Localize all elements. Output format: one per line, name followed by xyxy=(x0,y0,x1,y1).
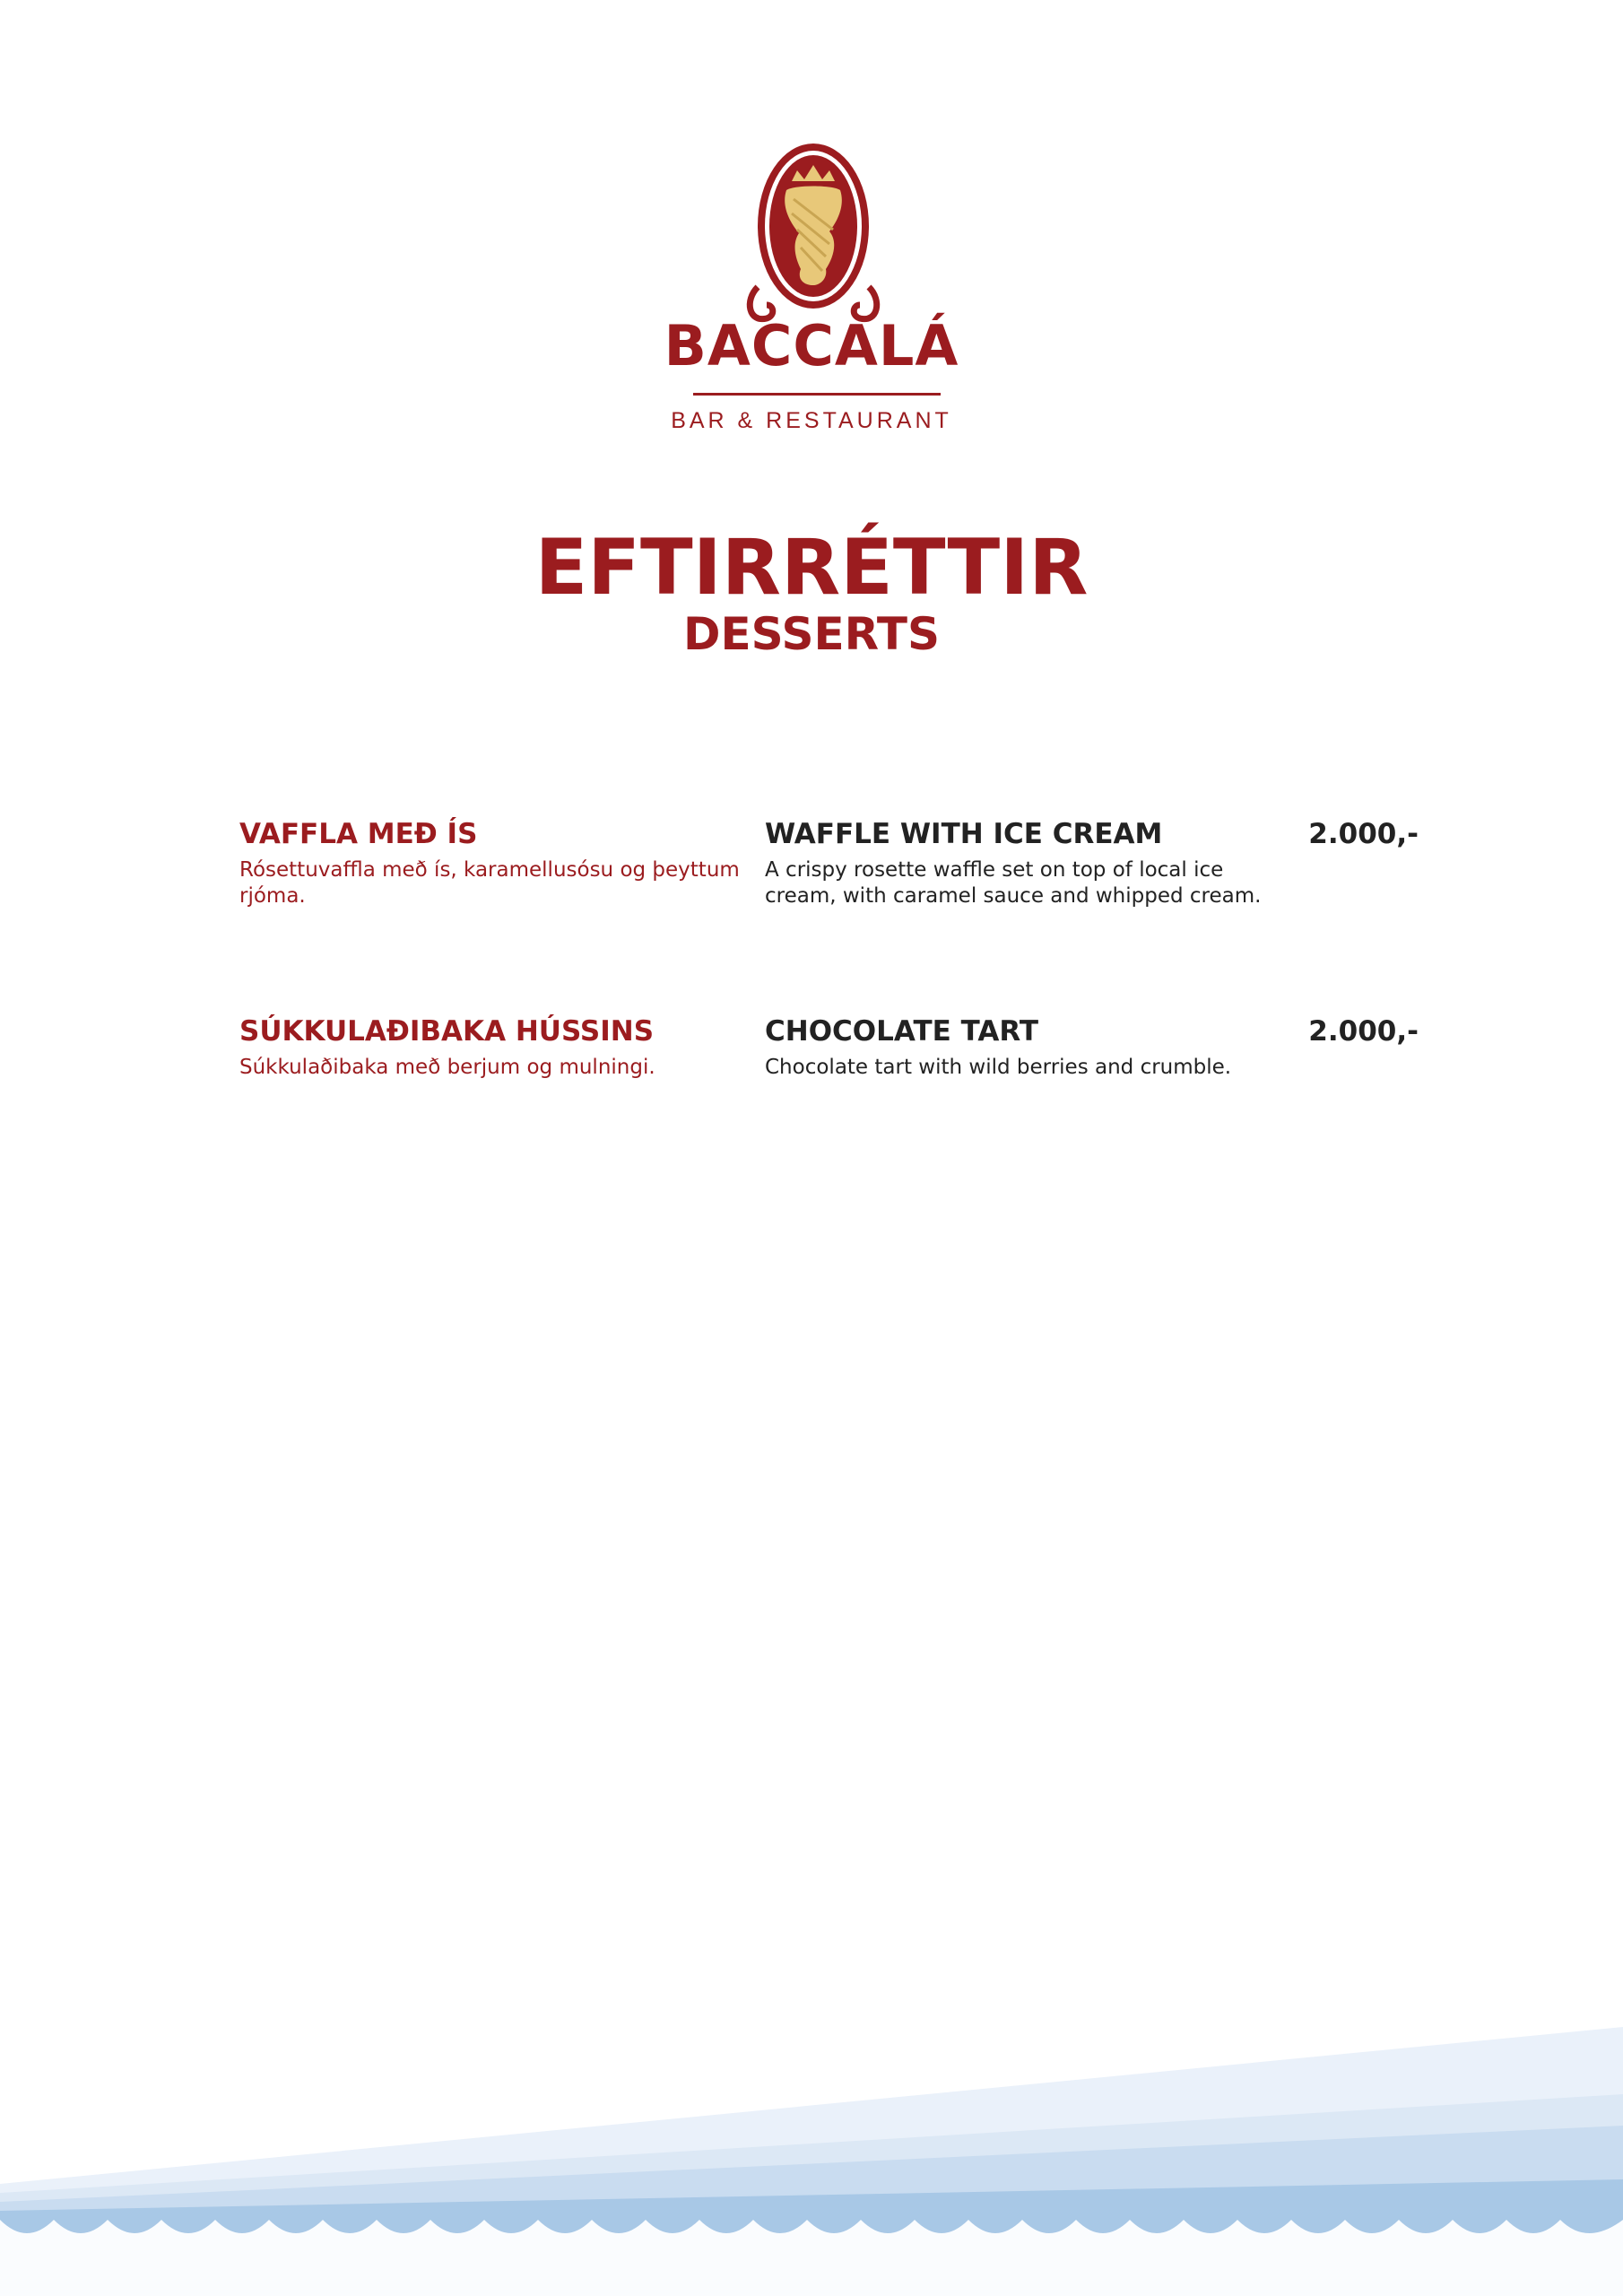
brand-divider xyxy=(693,393,941,396)
page-title-icelandic: EFTIRRÉTTIR xyxy=(534,523,1089,613)
item-price: 2.000,- xyxy=(1308,818,1419,850)
item-description-icelandic: Súkkulaðibaka með berjum og mulningi. xyxy=(239,1056,655,1079)
page-title-english: DESSERTS xyxy=(683,608,940,660)
item-description-english: Chocolate tart with wild berries and crumble. xyxy=(765,1056,1232,1079)
menu-item-chocolate-tart xyxy=(239,1013,1419,1121)
brand-tagline: BAR & RESTAURANT xyxy=(671,408,952,433)
item-name-icelandic: SÚKKULAÐIBAKA HÚSSINS xyxy=(239,1015,655,1048)
brand-name: BACCALÁ xyxy=(664,313,959,378)
menu-item-waffle xyxy=(239,816,1419,924)
item-name-english: WAFFLE WITH ICE CREAM xyxy=(765,818,1163,850)
decorative-waves xyxy=(0,2000,1623,2296)
item-name-english: CHOCOLATE TART xyxy=(765,1015,1038,1048)
item-description-english: A crispy rosette waffle set on top of local ice cream, with caramel sauce and whipped cream. xyxy=(765,858,1262,908)
item-price: 2.000,- xyxy=(1308,1015,1419,1048)
item-name-icelandic: VAFFLA MEÐ ÍS xyxy=(239,818,478,850)
item-description-icelandic: Rósettuvaffla með ís, karamellusósu og þeyttum rjóma. xyxy=(239,858,740,908)
